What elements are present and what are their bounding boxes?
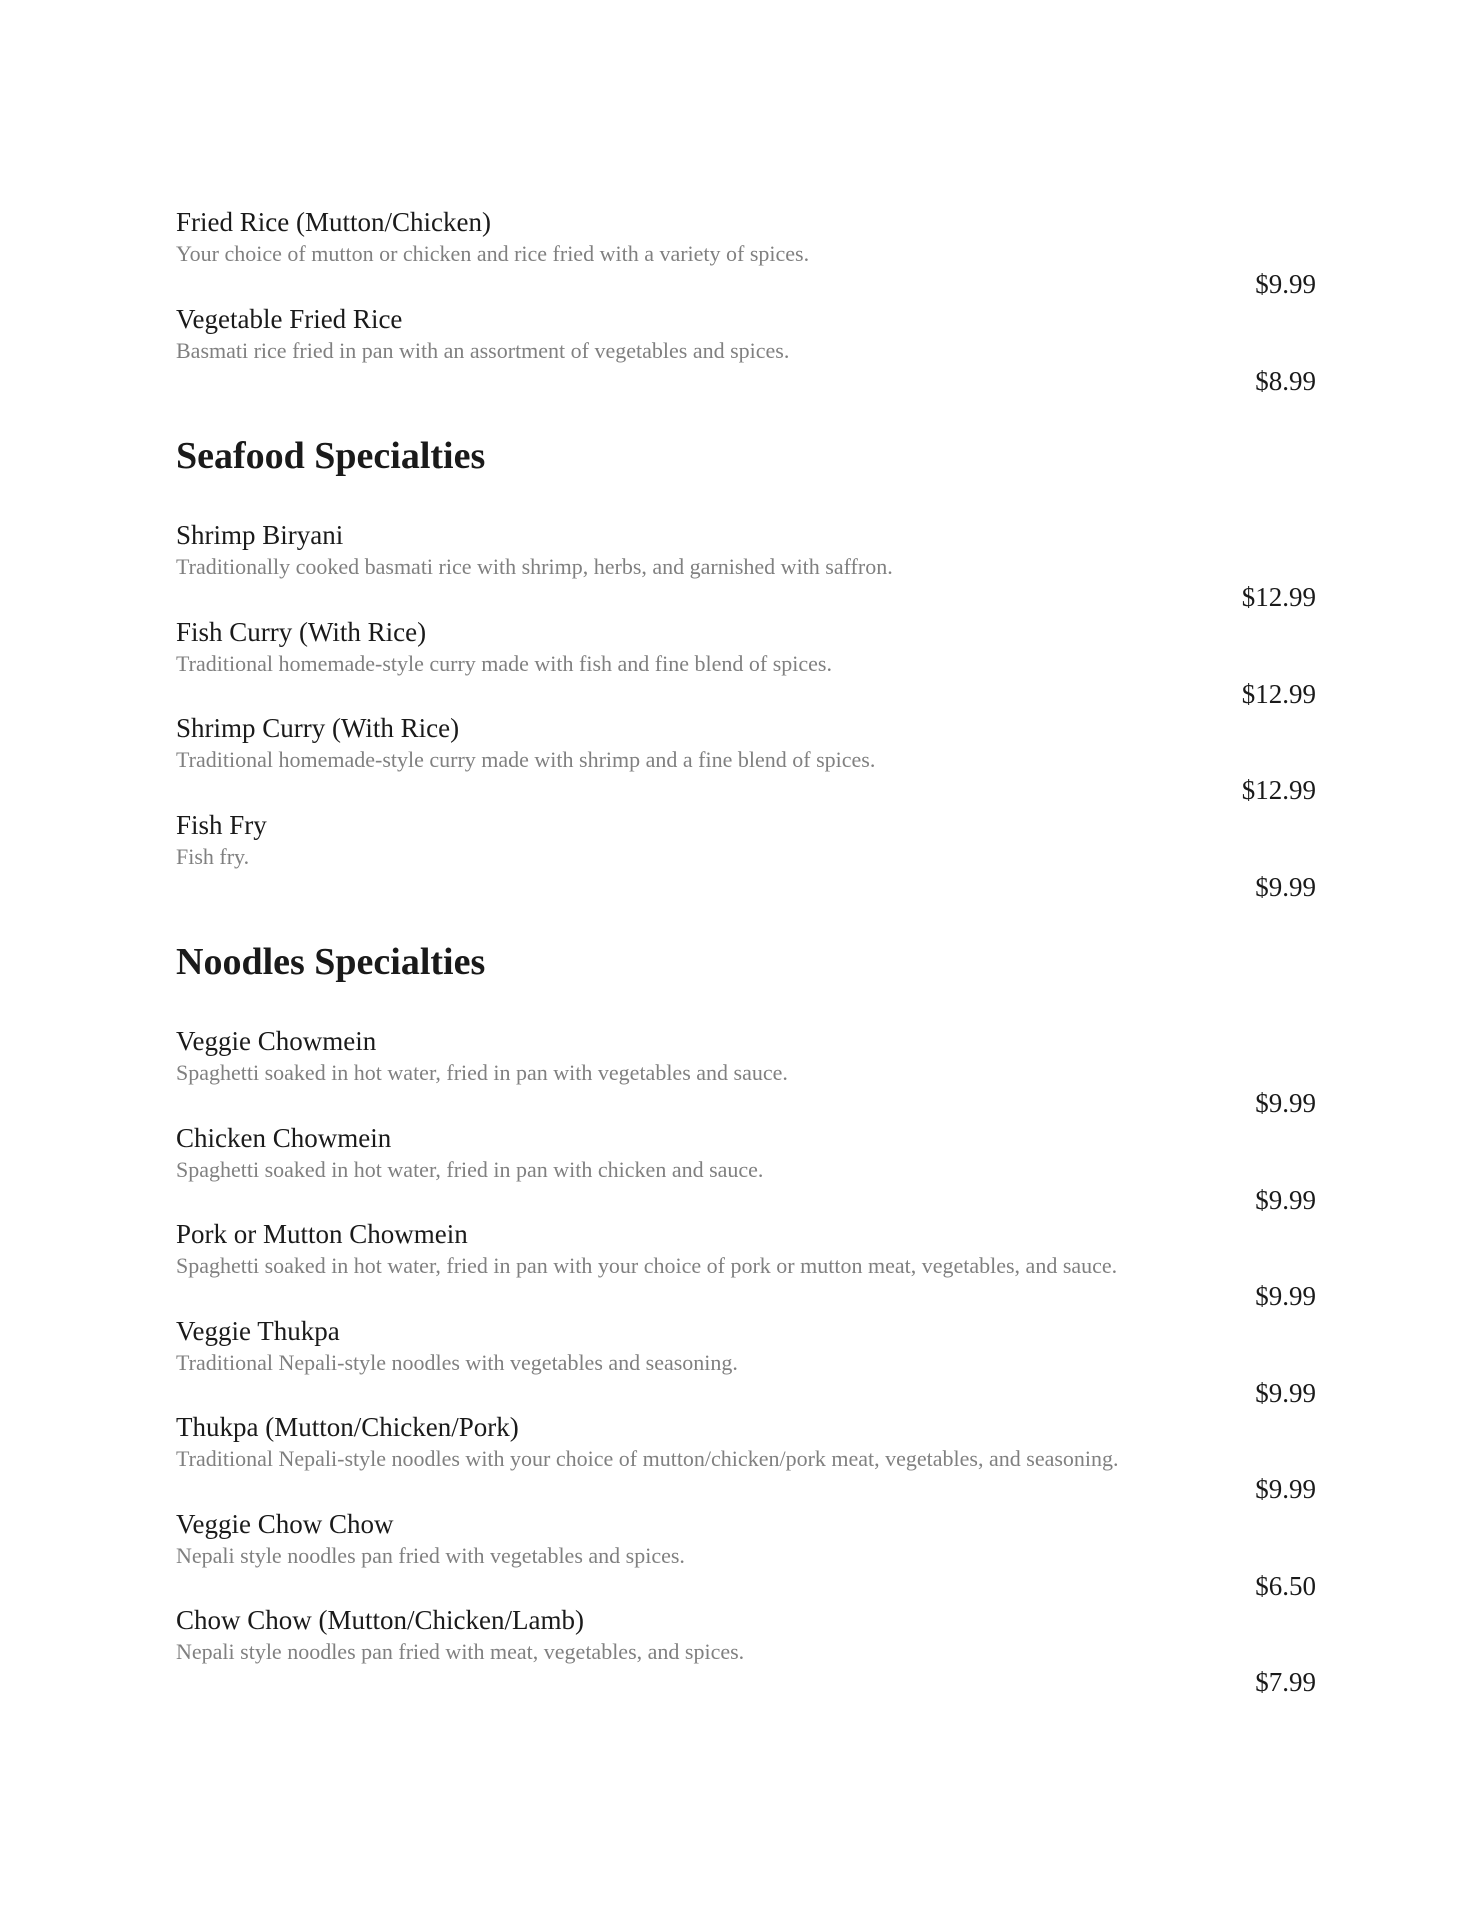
menu-item-name: Shrimp Curry (With Rice) — [176, 713, 460, 743]
menu-item-name: Chicken Chowmein — [176, 1122, 392, 1153]
section-title: Noodles Specialties — [176, 941, 486, 983]
menu-item — [176, 205, 1316, 302]
menu-item — [176, 1024, 1316, 1121]
menu-item-description: Basmati rice fried in pan with an assortment of vegetables and spices. — [176, 337, 790, 363]
seafood-section — [176, 432, 1316, 904]
menu-item-price: $12.99 — [1241, 775, 1316, 805]
menu-item-name: Shrimp Biryani — [176, 520, 344, 550]
menu-item-price: $8.99 — [1255, 365, 1316, 396]
section-spacer — [176, 904, 1316, 938]
menu-item-name: Fried Rice (Mutton/Chicken) — [176, 207, 491, 237]
menu-item-price: $9.99 — [1255, 1281, 1316, 1311]
noodles-section — [176, 938, 1316, 1700]
menu-item-price: $9.99 — [1255, 1088, 1316, 1118]
menu-item — [176, 711, 1316, 808]
menu-item-description: Fish fry. — [176, 843, 250, 869]
menu-item-name: Fish Fry — [176, 809, 267, 840]
menu-item-name: Thukpa (Mutton/Chicken/Pork) — [176, 1412, 519, 1442]
menu-item-name: Veggie Thukpa — [176, 1315, 340, 1346]
menu-item-description: Your choice of mutton or chicken and rice fried with a variety of spices. — [176, 241, 810, 266]
menu-item-price: $12.99 — [1241, 582, 1316, 612]
menu-item — [176, 1410, 1316, 1507]
menu-item-description: Traditional homemade-style curry made with fish and fine blend of spices. — [176, 650, 832, 676]
menu-page — [176, 205, 1316, 1700]
menu-item — [176, 1603, 1316, 1700]
menu-item-price: $9.99 — [1255, 1184, 1316, 1215]
menu-item-name: Veggie Chow Chow — [176, 1508, 394, 1539]
menu-item-name: Fish Curry (With Rice) — [176, 616, 427, 647]
menu-item-price: $9.99 — [1255, 1377, 1316, 1408]
menu-item-description: Traditionally cooked basmati rice with shrimp, herbs, and garnished with saffron. — [176, 554, 893, 579]
menu-item-price: $9.99 — [1255, 1474, 1316, 1504]
menu-item-name: Veggie Chowmein — [176, 1026, 377, 1056]
menu-item-price: $6.50 — [1255, 1570, 1316, 1601]
rice-section — [176, 205, 1316, 398]
menu-item-price: $7.99 — [1255, 1667, 1316, 1697]
menu-item-price: $9.99 — [1255, 269, 1316, 299]
menu-item — [176, 1121, 1316, 1218]
menu-item — [176, 808, 1316, 905]
menu-item-description: Nepali style noodles pan fried with vegetables and spices. — [176, 1542, 685, 1568]
menu-item-description: Traditional Nepali-style noodles with vegetables and seasoning. — [176, 1349, 738, 1375]
menu-item-description: Spaghetti soaked in hot water, fried in pan with your choice of pork or mutton meat, vegetables, and sauce. — [176, 1253, 1118, 1278]
menu-item — [176, 518, 1316, 615]
menu-item-price: $9.99 — [1255, 871, 1316, 902]
menu-item — [176, 302, 1316, 399]
menu-item-description: Spaghetti soaked in hot water, fried in pan with vegetables and sauce. — [176, 1060, 788, 1085]
menu-item-description: Traditional homemade-style curry made with shrimp and a fine blend of spices. — [176, 747, 876, 772]
menu-item-price: $12.99 — [1241, 678, 1316, 709]
menu-item-description: Nepali style noodles pan fried with meat, vegetables, and spices. — [176, 1639, 745, 1664]
menu-item — [176, 1217, 1316, 1314]
menu-item — [176, 1507, 1316, 1604]
menu-item-description: Spaghetti soaked in hot water, fried in pan with chicken and sauce. — [176, 1156, 764, 1182]
menu-item-name: Chow Chow (Mutton/Chicken/Lamb) — [176, 1605, 584, 1635]
section-title: Seafood Specialties — [176, 435, 486, 477]
menu-item — [176, 1314, 1316, 1411]
section-spacer — [176, 398, 1316, 432]
menu-item-description: Traditional Nepali-style noodles with your choice of mutton/chicken/pork meat, vegetables, and seasoning. — [176, 1446, 1119, 1471]
menu-item — [176, 615, 1316, 712]
menu-item-name: Vegetable Fried Rice — [176, 303, 403, 334]
menu-item-name: Pork or Mutton Chowmein — [176, 1219, 468, 1249]
